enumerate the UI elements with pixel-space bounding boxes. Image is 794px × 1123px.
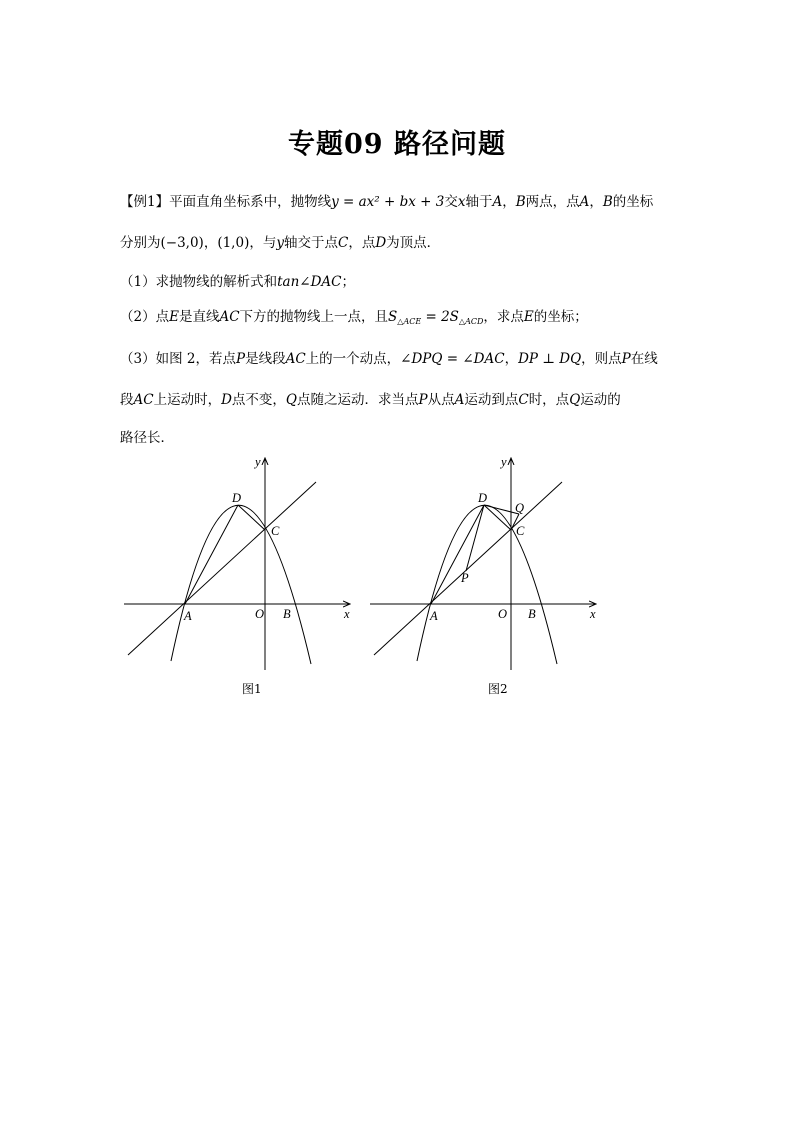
label-a: A — [430, 609, 438, 623]
question-3-cont: 段AC上运动时，D点不变，Q点随之运动．求当点P从点A运动到点C时，点Q运动的 — [120, 392, 621, 408]
label-y: y — [255, 455, 261, 469]
question-3-end: 路径长． — [120, 430, 174, 446]
label-q: Q — [515, 501, 525, 515]
label-o: O — [255, 607, 265, 621]
label-p: P — [461, 571, 469, 585]
label-x: x — [590, 607, 596, 621]
label-d: D — [478, 491, 488, 505]
label-a: A — [184, 609, 192, 623]
label-x: x — [344, 607, 350, 621]
label-d: D — [232, 491, 242, 505]
question-2: （2）点E是直线AC下方的抛物线上一点，且$S_{\triangle ACE} = 2S_{\triangle ACD}$，求点E的坐标； — [120, 309, 588, 326]
problem-line-2: 分别为(−3,0)，(1,0)，与y轴交于点C，点D为顶点． — [120, 235, 441, 251]
problem-line-1: 【例1】平面直角坐标系中，抛物线y = ax² + bx + 3交x轴于A，B两点，点A，B的坐标 — [120, 194, 654, 210]
line-ac — [374, 482, 562, 655]
label-o: O — [498, 607, 508, 621]
figure-2 — [364, 448, 606, 708]
label-c: C — [271, 524, 280, 538]
segment-dp — [466, 505, 484, 571]
question-3: （3）如图 2，若点P是线段AC上的一个动点，∠DPQ = ∠DAC，DP ⊥ DQ，则点P在线 — [120, 351, 658, 367]
figure-1 — [118, 448, 360, 708]
parabola — [171, 505, 311, 664]
segment-ad — [431, 505, 484, 604]
label-y: y — [501, 455, 507, 469]
figure-2-caption: 图2 — [488, 682, 508, 696]
question-1: （1）求抛物线的解析式和tan∠DAC； — [120, 274, 355, 290]
figure-1-caption: 图1 — [242, 682, 262, 696]
example-tag: 【例1】 — [120, 194, 170, 210]
line-ac — [128, 482, 316, 655]
parabola — [417, 505, 557, 664]
label-b: B — [283, 607, 291, 621]
label-c: C — [516, 524, 525, 538]
page-title: 专题09 路径问题 — [288, 129, 506, 160]
label-b: B — [528, 607, 536, 621]
segment-ad — [185, 505, 238, 604]
segment-dc — [238, 505, 265, 530]
